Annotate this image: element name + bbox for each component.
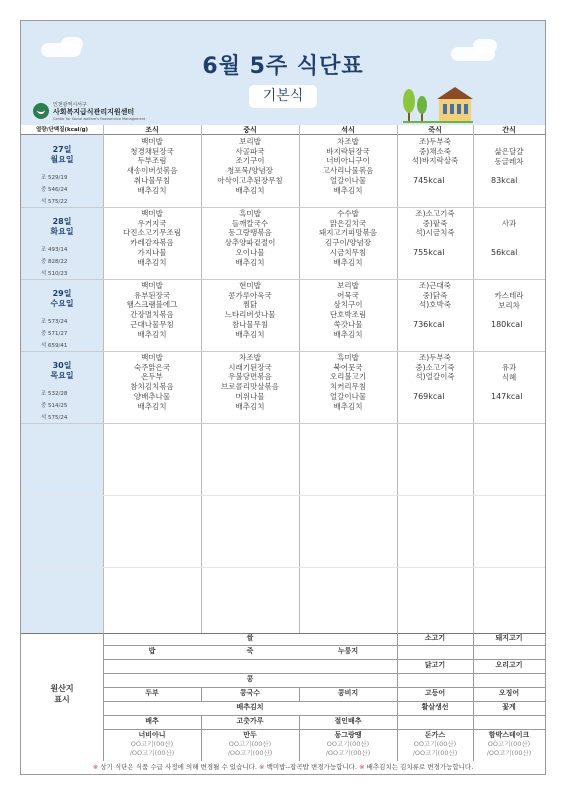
calorie-lunch: 중 828/22 (41, 259, 68, 265)
porridge-item: 석)바지락살죽 (411, 156, 459, 166)
snack-kcal: 147kcal (491, 392, 523, 401)
porridge-item: 조)소고기죽 (415, 209, 455, 218)
origin-row-line (103, 729, 545, 730)
porridge-item: 조)근대죽 (419, 281, 451, 290)
origin-kongbiji: 콩비지 (337, 689, 359, 697)
dinner-item: 얼갈이나물 (329, 175, 367, 185)
origin-kimchi-header: 배추김치 (236, 703, 264, 711)
origin-juk: 죽 (246, 647, 254, 655)
porridge-item: 석)호박죽 (419, 300, 451, 310)
origin-crab: 꽃게 (502, 703, 516, 711)
breakfast-item: 배추김치 (137, 185, 167, 195)
lunch-item: 동그랑땡볶음 (228, 228, 272, 238)
breakfast-item: 간장멸치볶음 (130, 310, 174, 320)
menu-page (20, 20, 546, 775)
snack-item: 동글레차 (494, 156, 524, 166)
lunch-item: 청포묵/양념장 (227, 166, 273, 176)
calorie-dinner: 석 659/41 (41, 343, 68, 349)
origin-tofu: 두부 (145, 689, 159, 697)
logo-text-english: Center for Social welfare's Foodservice Management (53, 117, 146, 121)
lunch-item: 보리밥 (239, 137, 261, 146)
origin-duck: 오리고기 (495, 661, 523, 669)
origin-row-line (103, 687, 545, 688)
porridge-item: 중)소고기죽 (415, 362, 455, 372)
lunch-item: 배추김치 (235, 257, 265, 267)
breakfast-item: 취나물무침 (133, 175, 171, 185)
row-divider (21, 567, 545, 568)
calorie-dinner: 석 575/24 (41, 415, 68, 421)
origin-row-line (103, 673, 545, 674)
logo-icon (33, 103, 49, 119)
origin-rice-header: 쌀 (246, 634, 254, 642)
calorie-dinner: 석 510/23 (41, 271, 68, 277)
lunch-item: 들깨칼국수 (231, 218, 269, 228)
lunch-item: 느타리버섯나물 (224, 310, 276, 320)
header-lunch: 중식 (201, 125, 299, 135)
day-column (21, 135, 103, 633)
lunch-item: 아삭이고추된장무침 (217, 175, 283, 185)
breakfast-item: 청경채된장국 (130, 146, 174, 156)
footnote (21, 762, 545, 771)
snack-item: 사과 (501, 219, 517, 228)
origin-fish: 활살생선 (421, 703, 449, 711)
note-text-1: 상기 식단은 식품 수급 사정에 의해 변경될 수 있습니다. (98, 763, 260, 771)
porridge-item: 조)두부죽 (419, 353, 451, 362)
dinner-item: 너비아니구이 (326, 156, 370, 166)
breakfast-item: 가지나물 (137, 247, 167, 257)
header-banner (21, 21, 545, 125)
note-star-icon: ※ (259, 763, 265, 771)
origin-country: OO고기(00산) (487, 740, 531, 748)
lunch-item: 조기구이 (235, 156, 265, 166)
lunch-item: 배추김치 (235, 185, 265, 195)
snack-item: 카스테라 (494, 291, 524, 300)
lunch-item: 오이나물 (235, 247, 265, 257)
origin-row-line (103, 645, 545, 646)
lunch-item: 상추양파겉절이 (224, 238, 276, 248)
porridge-item: 석)얼갈이죽 (415, 372, 455, 382)
logo-text-region: 인천광역시서구 (53, 102, 87, 108)
origin-cabbage: 배추 (145, 717, 159, 725)
dinner-item: 차조밥 (337, 137, 359, 146)
dinner-item: 오리불고기 (329, 372, 367, 382)
origin-nurungji: 누룽지 (337, 647, 359, 655)
dinner-item: 삼치구이 (333, 300, 363, 310)
breakfast-item: 배추김치 (137, 329, 167, 339)
origin-chicken: 닭고기 (424, 661, 446, 669)
dinner-item: 얼갈이나물 (329, 391, 367, 401)
breakfast-item: 두부조림 (137, 156, 167, 166)
origin-mandu: 만두 (243, 731, 257, 739)
dinner-item: 어묵국 (337, 290, 359, 300)
calorie-dinner: 석 575/22 (41, 199, 68, 205)
dinner-item: 맑은김치국 (329, 218, 367, 228)
dinner-item: 배추김치 (333, 401, 363, 411)
lunch-item: 시래기된장국 (228, 362, 272, 372)
day-label: 29일 수요일 (50, 289, 74, 308)
origin-country: OO고기(00산) (413, 740, 457, 748)
dinner-item: 바지락된장국 (326, 146, 370, 156)
lunch-item: 흑미밥 (239, 209, 261, 218)
origin-donggeurang: 동그랑땡 (334, 731, 362, 739)
porridge-kcal: 769kcal (413, 392, 445, 401)
breakfast-item: 우거지국 (137, 218, 167, 228)
menu-type-badge: 기본식 (249, 85, 317, 108)
origin-country: /OO고기(00산) (486, 749, 532, 757)
origin-country: OO고기(00산) (326, 740, 370, 748)
breakfast-item: 백미밥 (141, 281, 163, 290)
lunch-item: 배추김치 (235, 329, 265, 339)
origin-mackerel: 고등어 (424, 689, 446, 697)
note-star-icon: ※ (92, 763, 99, 771)
origin-country: OO고기(00산) (130, 740, 174, 748)
porridge-kcal: 736kcal (413, 320, 445, 329)
dinner-item: 북어뭇국 (333, 362, 363, 372)
origin-country: /OO고기(00산) (129, 749, 175, 757)
day-label: 27일 월요일 (50, 145, 74, 164)
breakfast-item: 온두부 (141, 372, 163, 382)
row-divider (21, 495, 545, 496)
breakfast-item: 유부된장국 (133, 290, 171, 300)
dinner-item: 돼지고기피망볶음 (319, 228, 377, 238)
calorie-lunch: 중 546/24 (41, 187, 68, 193)
lunch-item: 머위나물 (235, 391, 265, 401)
dinner-item: 쑥갓나물 (333, 319, 363, 329)
origin-country: /OO고기(00산) (227, 749, 273, 757)
porridge-item: 조)두부죽 (419, 137, 451, 146)
breakfast-item: 카레감자볶음 (130, 238, 174, 248)
day-label: 30일 목요일 (50, 361, 74, 380)
dinner-item: 흑미밥 (337, 353, 359, 362)
origin-chili: 고춧가루 (236, 717, 264, 725)
tree-house-icon (403, 79, 473, 123)
origin-kongguksu: 콩국수 (239, 689, 261, 697)
lunch-item: 참나물무침 (231, 319, 269, 329)
header-dinner: 석식 (299, 125, 397, 135)
dinner-item: 배추김치 (333, 329, 363, 339)
header-breakfast: 조식 (103, 125, 201, 135)
breakfast-item: 백미밥 (141, 209, 163, 218)
lunch-item: 배추김치 (235, 401, 265, 411)
porridge-item: 석)시금치죽 (415, 228, 455, 238)
breakfast-item: 배추김치 (137, 401, 167, 411)
lunch-item: 사골파국 (235, 146, 265, 156)
snack-kcal: 83kcal (491, 176, 518, 185)
dinner-item: 수수밥 (337, 209, 359, 218)
lunch-item: 우불당면볶음 (228, 372, 272, 382)
origin-neobiani: 너비아니 (138, 731, 166, 739)
origin-row-line (103, 715, 545, 716)
calorie-lunch: 중 571/27 (41, 331, 68, 337)
dinner-item: 배추김치 (333, 185, 363, 195)
lunch-item: 찜닭 (242, 300, 258, 310)
breakfast-item: 백미밥 (141, 353, 163, 362)
snack-item: 보리차 (498, 300, 520, 310)
header-calorie: 열량/단백질(kcal/g) (21, 125, 103, 135)
origin-table (21, 633, 545, 761)
porridge-item: 중)팥죽 (422, 218, 448, 228)
origin-label: 원산지 표시 (50, 684, 74, 704)
breakfast-item: 햄스크램블에그 (126, 300, 178, 310)
note-star-icon: ※ (359, 763, 365, 771)
dinner-item: 고사리나물볶음 (322, 166, 374, 176)
breakfast-item: 다진소고기무조림 (123, 228, 181, 238)
origin-bap: 밥 (148, 647, 156, 655)
calorie-breakfast: 조 532/28 (41, 391, 68, 397)
breakfast-item: 새송이버섯볶음 (126, 166, 178, 176)
origin-bean-header: 콩 (246, 675, 254, 683)
origin-pork: 돼지고기 (495, 634, 523, 642)
row-divider (21, 207, 545, 208)
row-divider (21, 279, 545, 280)
origin-salted-cabbage: 절인배추 (334, 717, 362, 725)
calorie-breakfast: 조 529/19 (41, 175, 68, 181)
origin-hambak: 함박스테이크 (488, 731, 530, 739)
breakfast-item: 양배추나물 (133, 391, 171, 401)
origin-row-line (103, 659, 545, 660)
snack-item: 유과 (501, 363, 517, 372)
day-label: 28일 화요일 (50, 217, 74, 236)
breakfast-item: 근대나물무침 (130, 319, 174, 329)
origin-country: /OO고기(00산) (325, 749, 371, 757)
dinner-item: 단호박조림 (329, 310, 367, 320)
origin-country: /OO고기(00산) (412, 749, 458, 757)
breakfast-item: 백미밥 (141, 137, 163, 146)
lunch-item: 브로콜리맛살볶음 (221, 382, 279, 392)
row-divider (21, 351, 545, 352)
dinner-item: 배추김치 (333, 257, 363, 267)
dinner-item: 보리밥 (337, 281, 359, 290)
snack-kcal: 56kcal (491, 248, 518, 257)
origin-country: OO고기(00산) (228, 740, 272, 748)
page-title: 6월 5주 식단표 (202, 54, 364, 79)
origin-donkas: 돈가스 (424, 731, 446, 739)
calorie-breakfast: 조 493/14 (41, 247, 68, 253)
header-porridge: 죽식 (397, 125, 473, 135)
origin-beef: 소고기 (424, 634, 446, 642)
origin-squid: 오징어 (498, 689, 520, 697)
breakfast-item: 숙주맑은국 (133, 362, 171, 372)
porridge-kcal: 745kcal (413, 176, 445, 185)
lunch-item: 콩가루아욱국 (228, 290, 272, 300)
breakfast-item: 참치김치볶음 (130, 382, 174, 392)
origin-row-line (103, 701, 545, 702)
snack-item: 삶은달걀 (494, 147, 524, 156)
porridge-item: 중)닭죽 (422, 290, 448, 300)
calorie-breakfast: 조 573/24 (41, 319, 68, 325)
dinner-item: 치커리무침 (329, 382, 367, 392)
dinner-item: 김구이/양념장 (325, 238, 371, 248)
porridge-kcal: 755kcal (413, 248, 445, 257)
logo-text-name: 사회복지급식관리지원센터 (53, 108, 135, 116)
lunch-item: 차조밥 (239, 353, 261, 362)
breakfast-item: 배추김치 (137, 257, 167, 267)
row-divider (21, 423, 545, 424)
snack-item: 식혜 (501, 372, 517, 382)
dinner-item: 시금치무침 (329, 247, 367, 257)
calorie-lunch: 중 514/25 (41, 403, 68, 409)
note-text-3: 배추김치는 김치류로 변경가능합니다. (364, 763, 474, 771)
lunch-item: 현미밥 (239, 281, 261, 290)
porridge-item: 중)채소죽 (419, 146, 451, 156)
header-snack: 간식 (473, 125, 545, 135)
snack-kcal: 180kcal (491, 320, 523, 329)
note-text-2: 백미밥--잡곡밥 변경가능합니다. (264, 763, 360, 771)
